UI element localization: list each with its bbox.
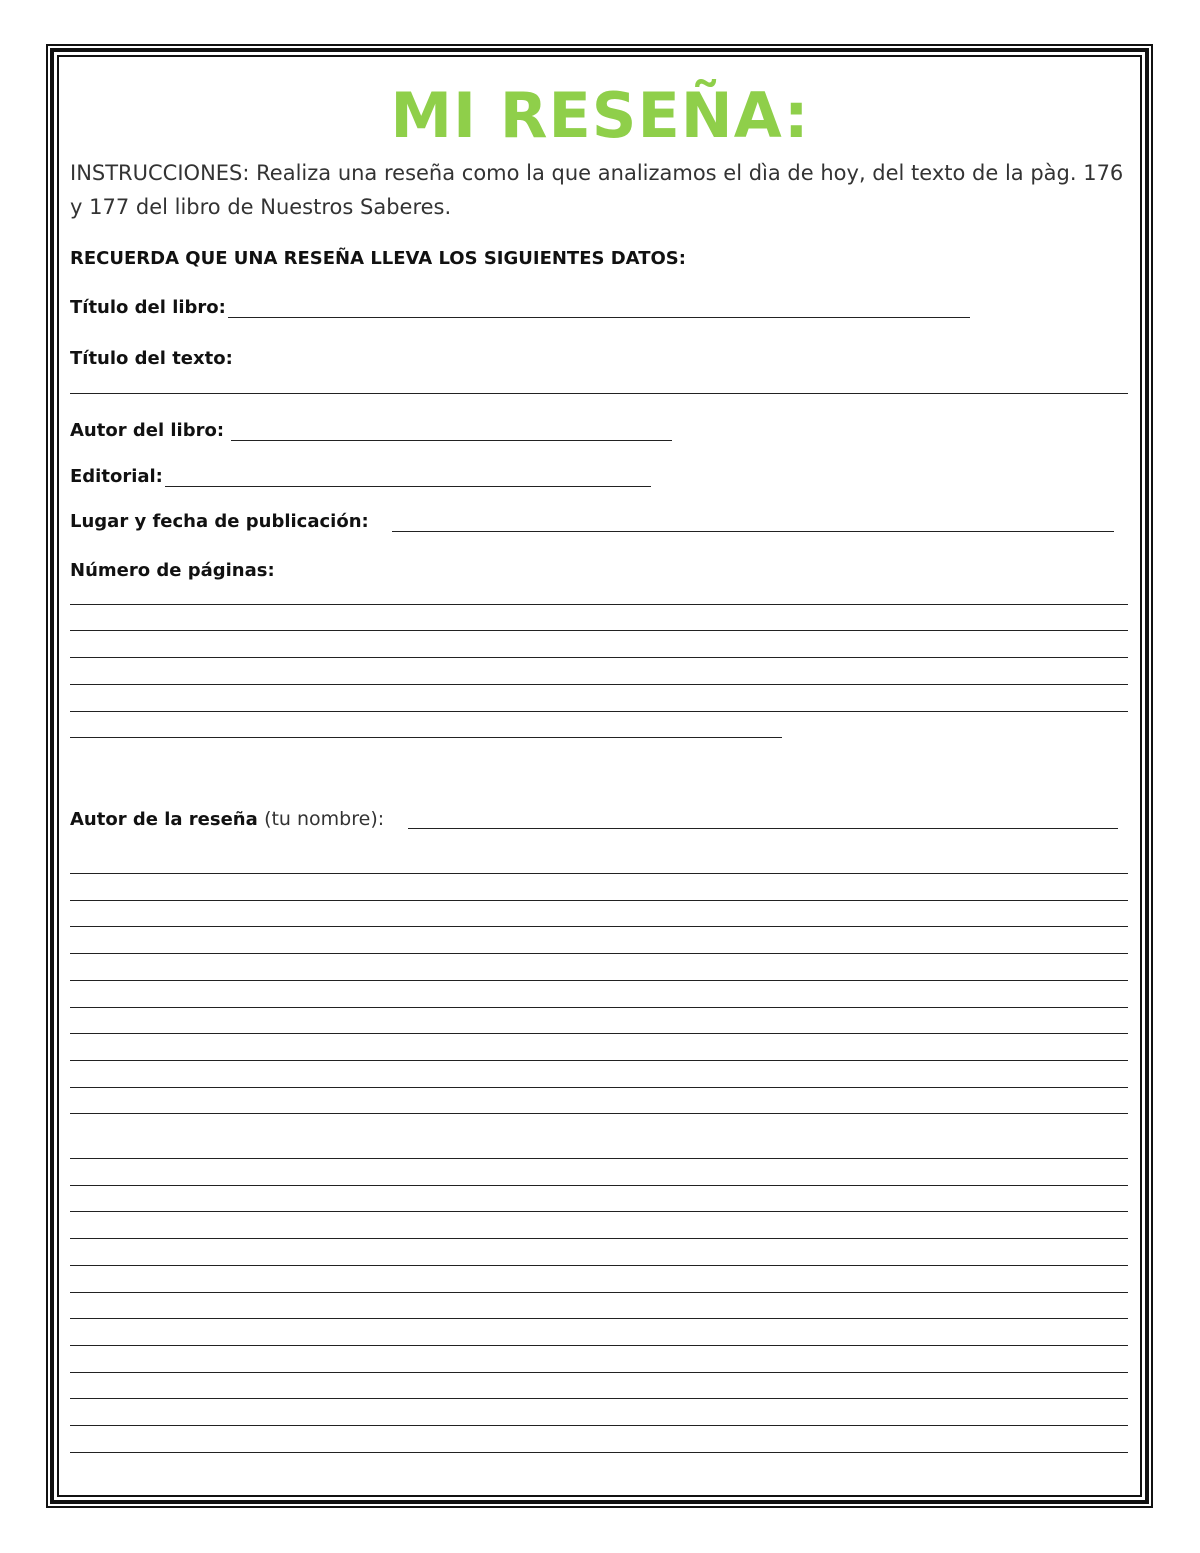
writing-line[interactable] xyxy=(70,980,1128,981)
autor-resena-label: Autor de la reseña xyxy=(70,809,258,830)
writing-line[interactable] xyxy=(70,657,1128,658)
writing-line[interactable] xyxy=(70,1372,1128,1373)
instructions xyxy=(70,156,1130,224)
writing-line[interactable] xyxy=(70,737,782,738)
writing-line[interactable] xyxy=(70,1265,1128,1266)
writing-line[interactable] xyxy=(70,1425,1128,1426)
answer-line-titulo-libro[interactable] xyxy=(228,317,970,318)
answer-line-autor-libro[interactable] xyxy=(231,440,672,441)
writing-line[interactable] xyxy=(70,900,1128,901)
instructions-label: INSTRUCCIONES xyxy=(70,161,243,185)
writing-line[interactable] xyxy=(70,1292,1128,1293)
answer-line-lugar-fecha[interactable] xyxy=(392,531,1114,532)
writing-line[interactable] xyxy=(70,1211,1128,1212)
writing-line[interactable] xyxy=(70,1398,1128,1399)
answer-line-titulo-texto[interactable] xyxy=(70,393,1128,394)
answer-line-autor-resena[interactable] xyxy=(408,828,1118,829)
writing-line[interactable] xyxy=(70,926,1128,927)
instructions-text: : Realiza una reseña como la que analizamos el dìa de hoy, del texto de la pàg. 176 y 177 del libro de Nuestros Saberes. xyxy=(70,161,1124,219)
writing-line[interactable] xyxy=(70,1452,1128,1453)
writing-line[interactable] xyxy=(70,873,1128,874)
writing-line[interactable] xyxy=(70,1060,1128,1061)
writing-line[interactable] xyxy=(70,1238,1128,1239)
page-border-inner xyxy=(57,55,1142,1497)
writing-line[interactable] xyxy=(70,630,1128,631)
writing-line[interactable] xyxy=(70,1185,1128,1186)
field-label-lugar-fecha: Lugar y fecha de publicación: xyxy=(70,511,369,532)
answer-line-editorial[interactable] xyxy=(165,486,651,487)
writing-line[interactable] xyxy=(70,1318,1128,1319)
reminder-heading: RECUERDA QUE UNA RESEÑA LLEVA LOS SIGUIENTES DATOS: xyxy=(70,248,686,269)
field-label-titulo-libro: Título del libro: xyxy=(70,297,226,318)
field-label-editorial: Editorial: xyxy=(70,466,163,487)
writing-line[interactable] xyxy=(70,684,1128,685)
writing-line[interactable] xyxy=(70,1345,1128,1346)
field-label-autor-libro: Autor del libro: xyxy=(70,420,225,441)
writing-line[interactable] xyxy=(70,711,1128,712)
field-label-autor-resena xyxy=(70,808,384,830)
field-label-titulo-texto: Título del texto: xyxy=(70,348,233,369)
writing-line[interactable] xyxy=(70,1007,1128,1008)
writing-line[interactable] xyxy=(70,604,1128,605)
writing-line[interactable] xyxy=(70,953,1128,954)
writing-line[interactable] xyxy=(70,1033,1128,1034)
page-title: MI RESEÑA: xyxy=(390,79,810,152)
writing-line[interactable] xyxy=(70,1158,1128,1159)
autor-resena-hint: (tu nombre): xyxy=(264,808,385,830)
writing-line[interactable] xyxy=(70,1113,1128,1114)
field-label-numero-paginas: Número de páginas: xyxy=(70,560,275,581)
writing-line[interactable] xyxy=(70,1087,1128,1088)
